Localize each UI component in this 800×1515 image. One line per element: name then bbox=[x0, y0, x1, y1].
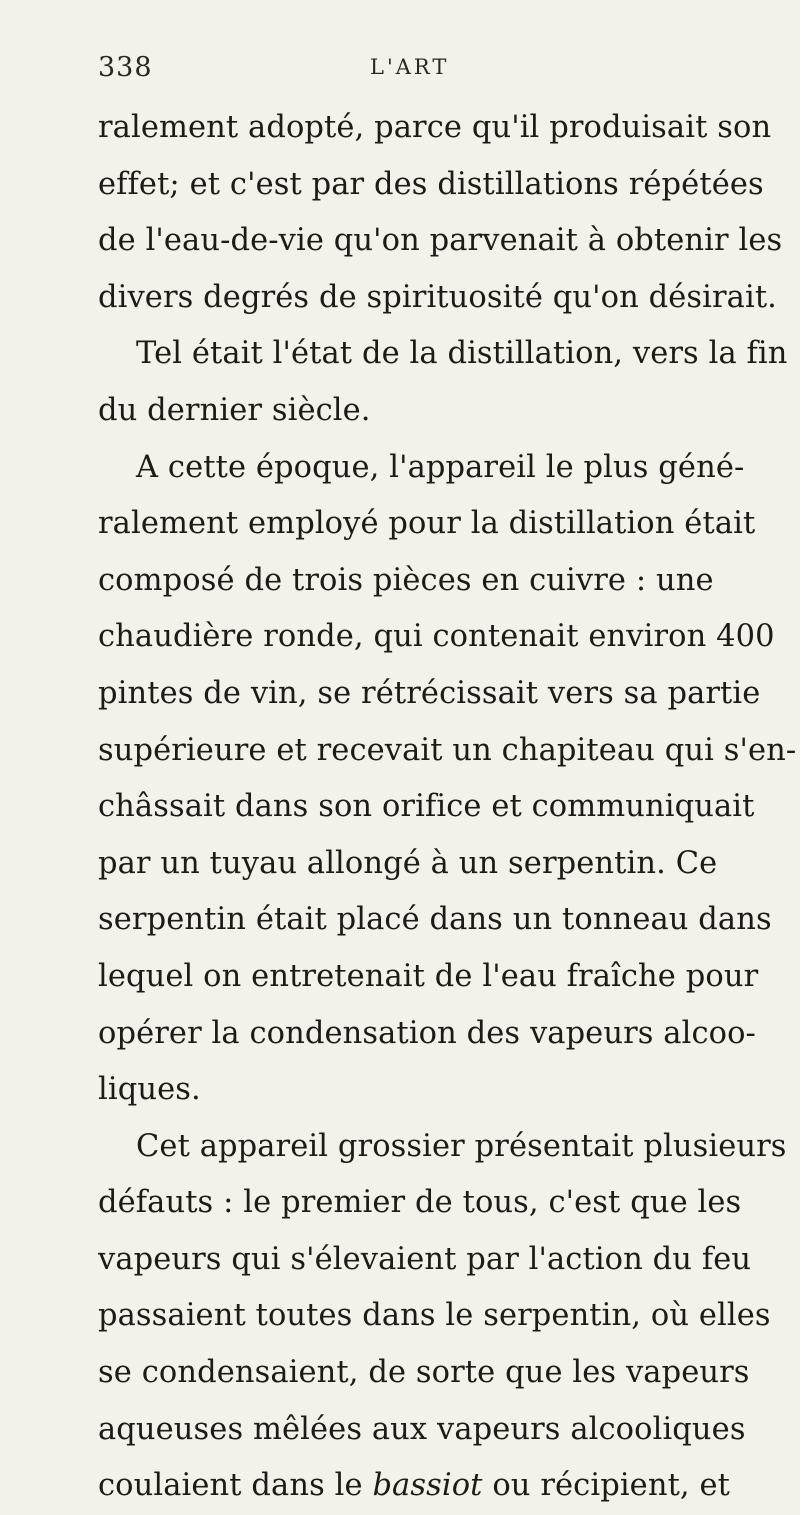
running-head bbox=[98, 52, 698, 92]
italic-term: bassiot bbox=[372, 1468, 483, 1504]
body-text bbox=[98, 100, 797, 1515]
text-line: chaudière ronde, qui contenait environ 400 bbox=[98, 619, 775, 655]
text-line: du dernier siècle. bbox=[98, 392, 371, 428]
text-line-with-italic bbox=[98, 1458, 731, 1515]
text-line: supérieure et recevait un chapiteau qui s'en- bbox=[98, 732, 797, 768]
text-line: passaient toutes dans le serpentin, où elles bbox=[98, 1298, 771, 1334]
text-line: lequel on entretenait de l'eau fraîche pour bbox=[98, 958, 759, 994]
text-line: serpentin était placé dans un tonneau dans bbox=[98, 902, 772, 938]
text-line: A cette époque, l'appareil le plus géné- bbox=[136, 449, 745, 485]
text-line: ralement adopté, parce qu'il produisait son bbox=[98, 110, 772, 145]
text-line: défauts : le premier de tous, c'est que les bbox=[98, 1185, 742, 1221]
text-line: aqueuses mêlées aux vapeurs alcooliques bbox=[98, 1411, 746, 1447]
text-line: composé de trois pièces en cuivre : une bbox=[98, 562, 714, 598]
text-segment: coulaient dans le bbox=[98, 1468, 373, 1504]
text-line: Tel était l'état de la distillation, vers la fin bbox=[136, 336, 788, 372]
text-line: vapeurs qui s'élevaient par l'action du feu bbox=[98, 1241, 752, 1277]
text-line: se condensaient, de sorte que les vapeurs bbox=[98, 1355, 750, 1391]
text-line: ralement employé pour la distillation était bbox=[98, 506, 756, 542]
text-line: par un tuyau allongé à un serpentin. Ce bbox=[98, 845, 718, 881]
text-line: effet; et c'est par des distillations répétées bbox=[98, 166, 764, 202]
text-line: de l'eau-de-vie qu'on parvenait à obtenir les bbox=[98, 223, 783, 259]
text-line: pintes de vin, se rétrécissait vers sa partie bbox=[98, 675, 761, 711]
text-line: liques. bbox=[98, 1072, 201, 1108]
page-number: 338 bbox=[98, 52, 153, 83]
text-line: châssait dans son orifice et communiquait bbox=[98, 789, 755, 825]
text-line: Cet appareil grossier présentait plusieurs bbox=[136, 1128, 787, 1164]
text-line: opérer la condensation des vapeurs alcoo- bbox=[98, 1015, 756, 1051]
text-segment: ou récipient, et bbox=[482, 1468, 731, 1504]
text-line: divers degrés de spirituosité qu'on désirait. bbox=[98, 279, 777, 315]
running-title: L'ART bbox=[370, 55, 450, 79]
